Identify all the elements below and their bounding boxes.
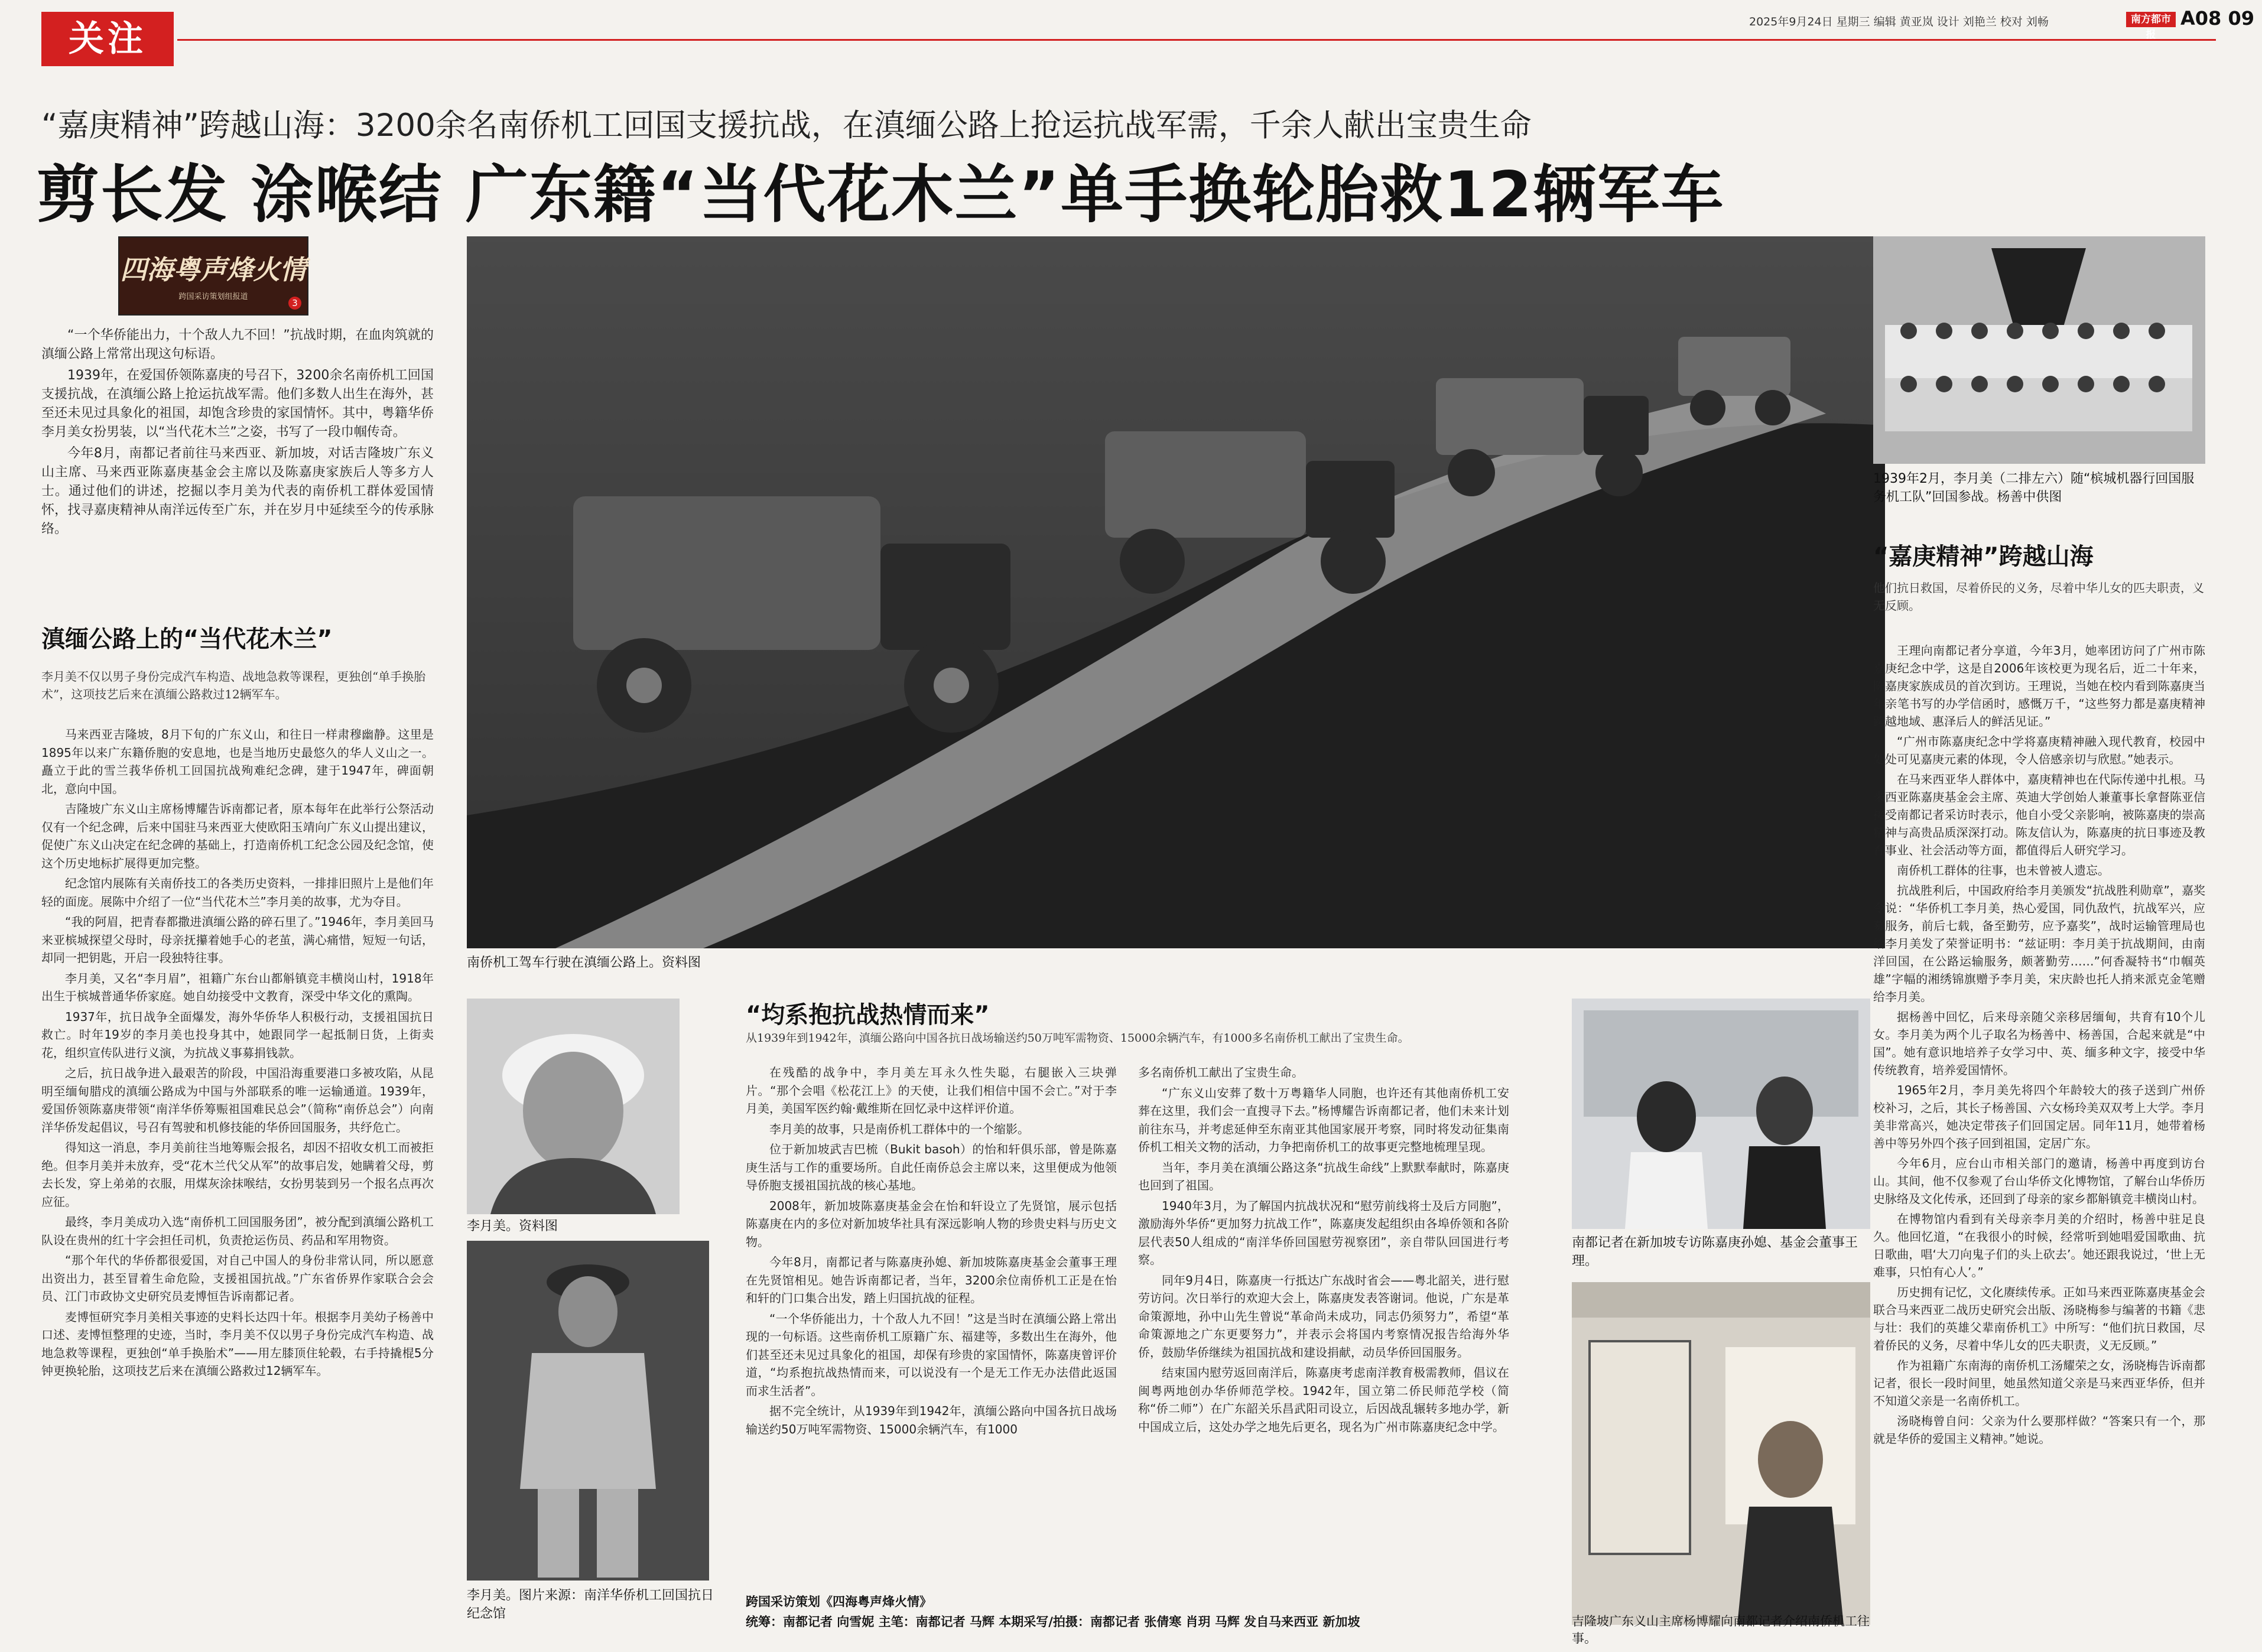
portrait-photo-1	[467, 999, 680, 1214]
section1-title: 滇缅公路上的“当代花木兰”	[41, 626, 333, 653]
body-paragraph: 吉隆坡广东义山主席杨博耀告诉南都记者，原本每年在此举行公祭活动仅有一个纪念碑，后来中国驻马来西亚大使欧阳玉靖向广东义山提出建议，促使广东义山决定在纪念碑的基础上，打造南侨机工纪念公园及纪念馆，使这个历史地标扩展得更加完整。	[41, 802, 434, 870]
body-paragraph: 结束国内慰劳返回南洋后，陈嘉庚考虑南洋教育极需教师，倡议在闽粤两地创办华侨师范学校。1942年，国立第二侨民师范学校（简称“侨二师”）在广东韶关乐昌武阳司设立，后因战乱辗转多地办学，新中国成立后，这处办学之地先后更名，现名为广州市陈嘉庚纪念中学。	[1138, 1365, 1509, 1434]
body-paragraph: 据杨善中回忆，后来母亲随父亲移居缅甸，共育有10个儿女。李月美为两个儿子取名为杨善中、杨善国，合起来就是“中国”。她有意识地培养子女学习中、英、缅多种文字，接受中华传统教育，培养爱国情怀。	[1873, 1010, 2205, 1077]
section1-deck: 李月美不仅以男子身份完成汽车构造、战地急救等课程，更独创“单手换胎术”，这项技艺后来在滇缅公路救过12辆军车。	[41, 669, 426, 701]
portrait-photo-2	[467, 1241, 709, 1581]
body-paragraph: “我的阿眉，把青春都撒进滇缅公路的碎石里了。”1946年，李月美回马来亚槟城探望父母时，母亲抚攥着她手心的老茧，满心痛惜，短短一句话，却同一把钥匙，开启一段独特往事。	[41, 915, 434, 965]
main-photo-caption: 南侨机工驾车行驶在滇缅公路上。资料图	[467, 955, 701, 970]
museum-photo	[1572, 1282, 1870, 1625]
issue-meta: 2025年9月24日 星期三 编辑 黄亚岚 设计 刘艳兰 校对 刘畅	[1749, 15, 2049, 28]
body-paragraph: 李月美，又名“李月眉”，祖籍广东台山都斛镇竞丰横岗山村，1918年出生于槟城普通华侨家庭。她自幼接受中文教育，深受中华文化的熏陶。	[41, 971, 434, 1003]
credits	[746, 1592, 1573, 1632]
body-paragraph: 得知这一消息，李月美前往当地筹赈会报名，却因不招收女机工而被拒绝。但李月美并未放弃，受“花木兰代父从军”的故事启发，她瞒着父母，剪去长发，穿上弟弟的衣服，用煤灰涂抹喉结，女扮男装到另一个报名点再次应征。	[41, 1140, 434, 1209]
body-paragraph: 在马来西亚华人群体中，嘉庚精神也在代际传递中扎根。马来西亚陈嘉庚基金会主席、英迪大学创始人兼董事长拿督陈亚信接受南都记者采访时表示，他自小受父亲影响，被陈嘉庚的崇高精神与高贵品质深深打动。陈友信认为，陈嘉庚的抗日事迹及教育事业、社会活动等方面，都值得后人研究学习。	[1873, 772, 2205, 857]
museum-caption: 吉隆坡广东义山主席杨博耀向南都记者介绍南侨机工往事。	[1572, 1614, 1870, 1646]
series-logo-title: 四海粤声烽火情	[120, 254, 307, 285]
page-number: A08 09	[2180, 7, 2254, 30]
portrait2-caption: 李月美。图片来源：南洋华侨机工回国抗日纪念馆	[467, 1588, 714, 1621]
header-rule	[177, 39, 2216, 41]
body-paragraph: 最终，李月美成功入选“南侨机工回国服务团”，被分配到滇缅公路机工队设在贵州的红十字会担任司机，负责抢运伤员、药品和军用物资。	[41, 1215, 434, 1247]
series-logo	[118, 236, 308, 316]
credits-line: 统筹：南都记者 向雪妮 主笔：南都记者 马辉 本期采写/拍摄：南都记者 张倩寒 肖玥 马辉 发自马来西亚 新加坡	[746, 1615, 1360, 1629]
section3-title: “嘉庚精神”跨越山海	[1873, 543, 2094, 570]
body-paragraph: 今年6月，应台山市相关部门的邀请，杨善中再度到访台山。其间，他不仅参观了台山华侨文化博物馆，了解台山华侨历史脉络及文化传承，还回到了母亲的家乡都斛镇竞丰横岗山村。	[1873, 1156, 2205, 1206]
series-logo-subtitle: 跨国采访策划组报道	[178, 292, 248, 301]
body-paragraph: 1965年2月，李月美先将四个年龄较大的孩子送到广州侨校补习，之后，其长子杨善国、六女杨玲美双双考上大学。李月美非常高兴，她决定带孩子们回国定居。同年11月，她带着杨善中等另外四个孩子回到祖国，定居广东。	[1873, 1083, 2205, 1150]
body-paragraph: 在博物馆内看到有关母亲李月美的介绍时，杨善中驻足良久。他回忆道，“在我很小的时候，经常听到她唱爱国歌曲、抗日歌曲，唱‘大刀向鬼子们的头上砍去’。她还跟我说过，‘世上无难事，只怕有心人’。”	[1873, 1212, 2205, 1279]
body-paragraph: 麦博恒研究李月美相关事迹的史料长达四十年。根据李月美幼子杨善中口述、麦博恒整理的史迹，当时，李月美不仅以男子身份完成汽车构造、战地急救等课程，更独创“单手换胎术”——用左膝顶住轮毂，右手持撬棍5分钟更换轮胎，这项技艺后来在滇缅公路救过12辆军车。	[41, 1309, 434, 1378]
body-paragraph: 汤晓梅曾自问：父亲为什么要那样做？“答案只有一个，那就是华侨的爱国主义精神。”她说。	[1873, 1414, 2205, 1446]
body-paragraph: 作为祖籍广东南海的南侨机工汤耀荣之女，汤晓梅告诉南都记者，很长一段时间里，她虽然知道父亲是马来西亚华侨，但并不知道父亲是一名南侨机工。	[1873, 1358, 2205, 1408]
section2-deck: 从1939年到1942年，滇缅公路向中国各抗日战场输送约50万吨军需物资、15000余辆汽车，有1000多名南侨机工献出了宝贵生命。	[746, 1032, 1409, 1045]
paper-logo: 南方都市报	[2126, 12, 2176, 27]
interview-photo	[1572, 999, 1870, 1229]
body-paragraph: “广东义山安葬了数十万粤籍华人同胞，也许还有其他南侨机工安葬在这里，我们会一直搜寻下去。”杨博耀告诉南都记者，他们未来计划前往东马，并考虑延伸至东南亚其他国家展开考察，同时将发动征集南侨机工相关文物的活动，力争把南侨机工的故事更完整地梳理呈现。	[1138, 1085, 1509, 1154]
portrait1-caption: 李月美。资料图	[467, 1219, 558, 1234]
body-paragraph: 抗战胜利后，中国政府给李月美颁发“抗战胜利勋章”，嘉奖令说：“华侨机工李月美，热心爱国，同仇敌忾，抗战军兴，应募服务，前后七载，备至勤劳，应予嘉奖”，战时运输管理局也给李月美发了荣誉证明书：“兹证明：李月美于抗战期间，由南洋回国，在公路运输服务，颇著勤劳……”何香凝特书“巾帼英雄”字幅的湘绣锦旗赠予李月美，宋庆龄也托人捎来派克金笔赠给李月美。	[1873, 883, 2205, 1004]
body-paragraph: 历史拥有记忆，文化赓续传承。正如马来西亚陈嘉庚基金会联合马来西亚二战历史研究会出版、汤晓梅参与编著的书籍《悲与壮：我们的英雄父辈南侨机工》中所写：“他们抗日救国，尽着侨民的义务，尽着中华儿女的匹夫职责，义无反顾。”	[1873, 1285, 2205, 1352]
body-paragraph: “那个年代的华侨都很爱国，对自己中国人的身份非常认同，所以愿意出资出力，甚至冒着生命危险，支援祖国抗战。”广东省侨界作家联合会会员、江门市政协文史研究员麦博恒告诉南都记者。	[41, 1253, 434, 1303]
body-paragraph: 当年，李月美在滇缅公路这条“抗战生命线”上默默奉献时，陈嘉庚也回到了祖国。	[1138, 1160, 1509, 1192]
section3-deck: 他们抗日救国，尽着侨民的义务，尽着中华儿女的匹夫职责，义无反顾。	[1873, 581, 2204, 613]
intro-paragraph: 今年8月，南都记者前往马来西亚、新加坡，对话吉隆坡广东义山主席、马来西亚陈嘉庚基金会主席以及陈嘉庚家族后人等多方人士。通过他们的讲述，挖掘以李月美为代表的南侨机工群体爱国情怀，找寻嘉庚精神从南洋远传至广东，并在岁月中延续至今的传承脉络。	[41, 446, 434, 536]
body-paragraph: 南侨机工群体的往事，也未曾被人遗忘。	[1897, 863, 2110, 877]
body-paragraph: 2008年，新加坡陈嘉庚基金会在怡和轩设立了先贤馆，展示包括陈嘉庚在内的多位对新加坡华社具有深远影响人物的珍贵史料与历史文物。	[746, 1198, 1117, 1249]
body-paragraph: 王理向南都记者分享道，今年3月，她率团访问了广州市陈嘉庚纪念中学，这是自2006年该校更为现名后，近二十年来，陈嘉庚家族成员的首次到访。王理说，当她在校内看到陈嘉庚当年亲笔书写的办学信函时，感慨万千，“这些努力都是嘉庚精神跨越地域、惠泽后人的鲜活见证。”	[1873, 643, 2205, 729]
body-paragraph: “一个华侨能出力，十个敌人九不回！”这是当时在滇缅公路上常出现的一句标语。这些南侨机工原籍广东、福建等，多数出生在海外，他们甚至还未见过具象化的祖国，却保有珍贵的家国情怀，陈嘉庚曾评价道，“均系抱抗战热情而来，可以说没有一个是无工作无办法借此返国而求生活者”。	[746, 1311, 1117, 1398]
section1-body	[41, 726, 434, 1383]
body-paragraph: 纪念馆内展陈有关南侨技工的各类历史资料，一排排旧照片上是他们年轻的面庞。展陈中介绍了一位“当代花木兰”李月美的故事，尤为夺目。	[41, 876, 434, 909]
body-paragraph: 马来西亚吉隆坡，8月下旬的广东义山，和往日一样肃穆幽静。这里是1895年以来广东籍侨胞的安息地，也是当地历史最悠久的华人义山之一。矗立于此的雪兰莪华侨机工回国抗战殉难纪念碑，建于1947年，碑面朝北，意向中国。	[41, 727, 434, 796]
body-paragraph: 1940年3月，为了解国内抗战状况和“慰劳前线将士及后方同胞”，激励海外华侨“更加努力抗战工作”，陈嘉庚发起组织由各埠侨领和各阶层代表50人组成的“南洋华侨回国慰劳视察团”，亲自带队回国进行考察。	[1138, 1198, 1509, 1267]
body-paragraph: 据不完全统计，从1939年到1942年，滇缅公路向中国各抗日战场输送约50万吨军需物资、15000余辆汽车，有1000	[746, 1404, 1117, 1436]
body-paragraph: 多名南侨机工献出了宝贵生命。	[1138, 1065, 1304, 1079]
body-paragraph: 在残酷的战争中，李月美左耳永久性失聪，右腿嵌入三块弹片。“那个会唱《松花江上》的天使，让我们相信中国不会亡。”对于李月美，美国军医约翰·戴维斯在回忆录中这样评价道。	[746, 1065, 1117, 1116]
section2-col-b	[1138, 1064, 1509, 1438]
series-logo-number: 3	[288, 297, 301, 310]
body-paragraph: 李月美的故事，只是南侨机工群体中的一个缩影。	[769, 1121, 1029, 1136]
main-photo	[467, 236, 1885, 948]
group-photo	[1873, 236, 2205, 464]
intro-paragraph: 1939年，在爱国侨领陈嘉庚的号召下，3200余名南侨机工回国支援抗战，在滇缅公路上抢运抗战军需。他们多数人出生在海外，甚至还未见过具象化的祖国，却饱含珍贵的家国情怀。其中，粤籍华侨李月美女扮男装，以“当代花木兰”之姿，书写了一段巾帼传奇。	[41, 368, 434, 440]
intro	[41, 326, 434, 541]
body-paragraph: 1937年，抗日战争全面爆发，海外华侨华人积极行动，支援祖国抗日救亡。时年19岁的李月美也投身其中，她跟同学一起抵制日货，上街卖花，组织宣传队进行义演，为抗战义事募捐钱款。	[41, 1009, 434, 1060]
body-paragraph: “广州市陈嘉庚纪念中学将嘉庚精神融入现代教育，校园中处处可见嘉庚元素的体现，令人倍感亲切与欣慰。”她表示。	[1873, 734, 2205, 766]
section-tag: 关注	[41, 12, 174, 66]
body-paragraph: 今年8月，南都记者与陈嘉庚孙媳、新加坡陈嘉庚基金会董事王理在先贤馆相见。她告诉南都记者，当年，3200余位南侨机工正是在怡和轩的门口集合出发，踏上归国抗战的征程。	[746, 1255, 1117, 1305]
section2-col-a	[746, 1064, 1117, 1440]
body-paragraph: 同年9月4日，陈嘉庚一行抵达广东战时省会——粤北韶关，进行慰劳访问。次日举行的欢迎大会上，陈嘉庚发表答谢词。他说，广东是革命策源地，孙中山先生曾说“革命尚未成功，同志仍须努力”，希望“革命策源地之广东更要努力”，并表示会将国内考察情况报告给海外华侨，鼓励华侨继续为祖国抗战和建设捐献，动员华侨回国服务。	[1138, 1273, 1509, 1360]
headline: 剪长发 涂喉结 广东籍“当代花木兰”单手换轮胎救12辆军车	[37, 158, 1725, 231]
interview-caption: 南都记者在新加坡专访陈嘉庚孙媳、基金会董事王理。	[1572, 1235, 1858, 1269]
intro-paragraph: “一个华侨能出力，十个敌人九不回！”抗战时期，在血肉筑就的滇缅公路上常常出现这句标语。	[41, 328, 434, 362]
section3-body	[1873, 642, 2205, 1450]
section2-title: “均系抱抗战热情而来”	[746, 1001, 990, 1029]
body-paragraph: 之后，抗日战争进入最艰苦的阶段，中国沿海重要港口多被攻陷，从昆明至缅甸腊戍的滇缅公路成为中国与外部联系的唯一运输通道。1939年，爱国侨领陈嘉庚带领“南洋华侨筹赈祖国难民总会”（简称“南侨总会”）向南洋华侨发起倡议，号召有驾驶和机修技能的华侨回国服务，共纾危亡。	[41, 1066, 434, 1134]
body-paragraph: 位于新加坡武吉巴梳（Bukit basoh）的怡和轩俱乐部，曾是陈嘉庚生活与工作的重要场所。自此任南侨总会主席以来，这里便成为他领导侨胞支援祖国抗战的核心基地。	[746, 1142, 1117, 1192]
credits-line: 跨国采访策划《四海粤声烽火情》	[746, 1595, 932, 1609]
kicker: “嘉庚精神”跨越山海：3200余名南侨机工回国支援抗战，在滇缅公路上抢运抗战军需，千余人献出宝贵生命	[41, 108, 1532, 144]
group-photo-caption: 1939年2月，李月美（二排左六）随“槟城机器行回国服务机工队”回国参战。杨善中供图	[1873, 471, 2195, 505]
